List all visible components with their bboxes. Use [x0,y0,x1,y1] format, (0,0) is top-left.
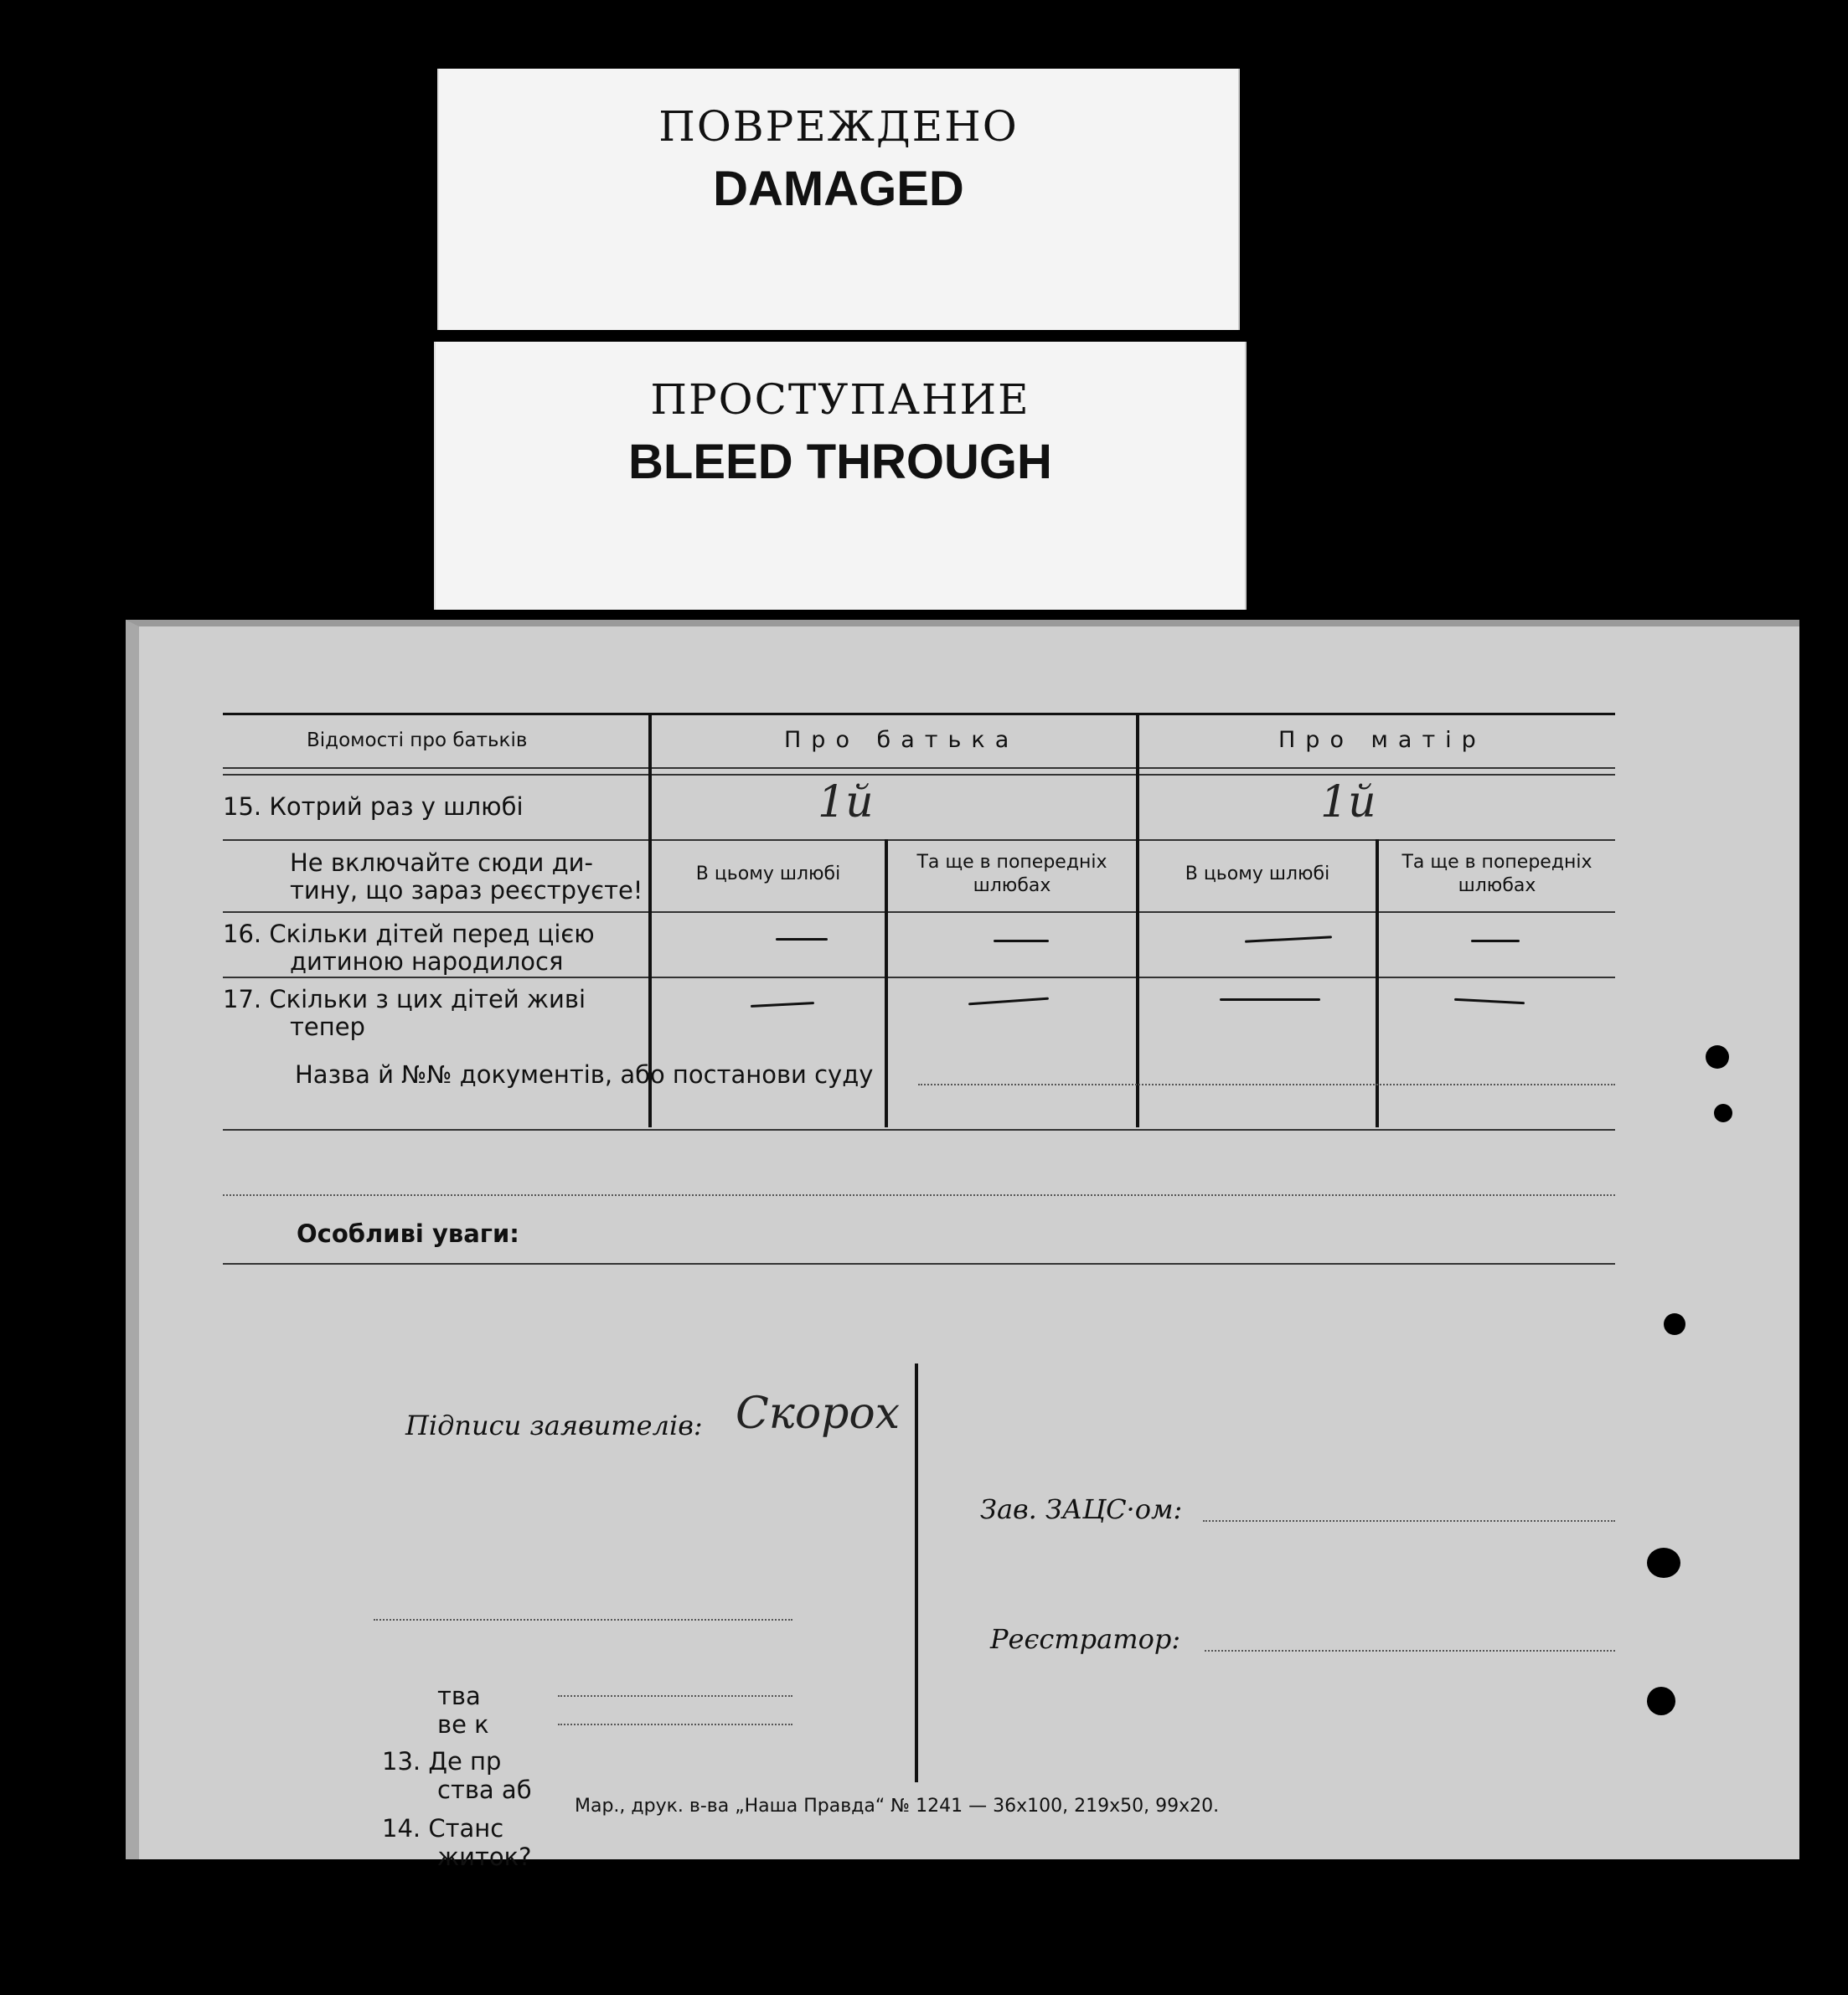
row17-father-this-dash [751,1002,814,1008]
signature-dotted-line [374,1619,792,1621]
row16-mother-this-dash [1245,936,1332,942]
mother-prev-marriages: Та ще в попередніх шлюбах [1401,852,1592,896]
punch-hole [1664,1313,1685,1335]
bleed-label-ru: ПРОСТУПАНИЕ [650,375,1030,424]
row16-rule [223,977,1615,978]
documents-label: Назва й №№ документів, або постанови суду [295,1060,874,1089]
damaged-label-en: DAMAGED [713,162,964,216]
row17-line1: 17. Скільки з цих дітей живі [223,985,586,1013]
registrar-label: Реєстратор: [990,1623,1181,1655]
documents-dotted-line-2 [223,1194,1615,1196]
registration-form-sheet [126,620,1799,1871]
signatures-divider [915,1364,918,1782]
row17-mother-this-dash [1220,998,1320,1001]
row16-mother-prev-dash [1471,940,1520,942]
head-dotted-line [1203,1520,1615,1522]
documents-dotted-line [918,1084,1615,1085]
bleed-fragment-2: ве к [437,1710,489,1739]
bleed-dotted-line-1 [558,1695,792,1697]
row17-line2: тепер [290,1013,365,1041]
bleed-fragment-5: 14. Станс [382,1814,504,1843]
header-mother: Про матір [1278,727,1486,753]
punch-hole [1714,1104,1732,1122]
signature-value: Скорох [736,1389,901,1439]
header-parents-info: Відомості про батьків [307,729,528,751]
row15-father-value: 1й [818,777,874,827]
bleed-fragment-4: ства аб [437,1776,532,1804]
row15-mother-value: 1й [1320,777,1376,827]
bleed-dotted-line-2 [558,1724,792,1725]
row17-mother-prev-dash [1454,998,1525,1004]
remarks-label: Особливі уваги: [297,1219,519,1248]
row15-label: 15. Котрий раз у шлюбі [223,792,524,821]
father-prev-marriages: Та ще в попередніх шлюбах [916,852,1107,896]
punch-hole [1647,1687,1675,1715]
note-line2: тину, що зараз реєструєте! [290,876,643,905]
table-top-rule [223,713,1615,715]
mother-this-marriage: В цьому шлюбі [1185,863,1330,884]
row16-line1: 16. Скільки дітей перед цією [223,920,595,948]
registrar-dotted-line [1205,1650,1615,1652]
signatures-label: Підписи заявителів: [405,1410,703,1441]
remarks-rule [223,1263,1615,1265]
damaged-label-ru: ПОВРЕЖДЕНО [658,102,1019,151]
punch-hole [1647,1548,1680,1578]
note-rule [223,911,1615,913]
table-header-rule-2 [223,774,1615,776]
header-father: Про батька [784,727,1019,753]
row16-line2: дитиною народилося [290,947,564,976]
bleed-fragment-1: тва [437,1682,481,1710]
bleed-through-card [434,342,1247,610]
printer-imprint: Мар., друк. в-ва „Наша Правда“ № 1241 — 36х100, 219х50, 99х20. [575,1796,1220,1817]
row16-father-prev-dash [994,940,1049,942]
bleed-fragment-6: житок? [437,1843,532,1871]
row16-father-this-dash [776,938,828,941]
head-label: Зав. ЗАЦС·ом: [980,1493,1183,1525]
bleed-fragment-3: 13. Де пр [382,1747,502,1776]
note-line1: Не включайте сюди ди- [290,848,593,877]
row15-rule [223,839,1615,841]
table-header-rule [223,767,1615,769]
bleed-label-en: BLEED THROUGH [628,435,1052,489]
documents-rule-1 [223,1129,1615,1131]
row17-father-prev-dash [968,998,1049,1006]
col-divider-2 [1136,713,1139,1127]
punch-hole [1706,1045,1729,1069]
damaged-card [437,69,1240,330]
father-this-marriage: В цьому шлюбі [695,863,841,884]
